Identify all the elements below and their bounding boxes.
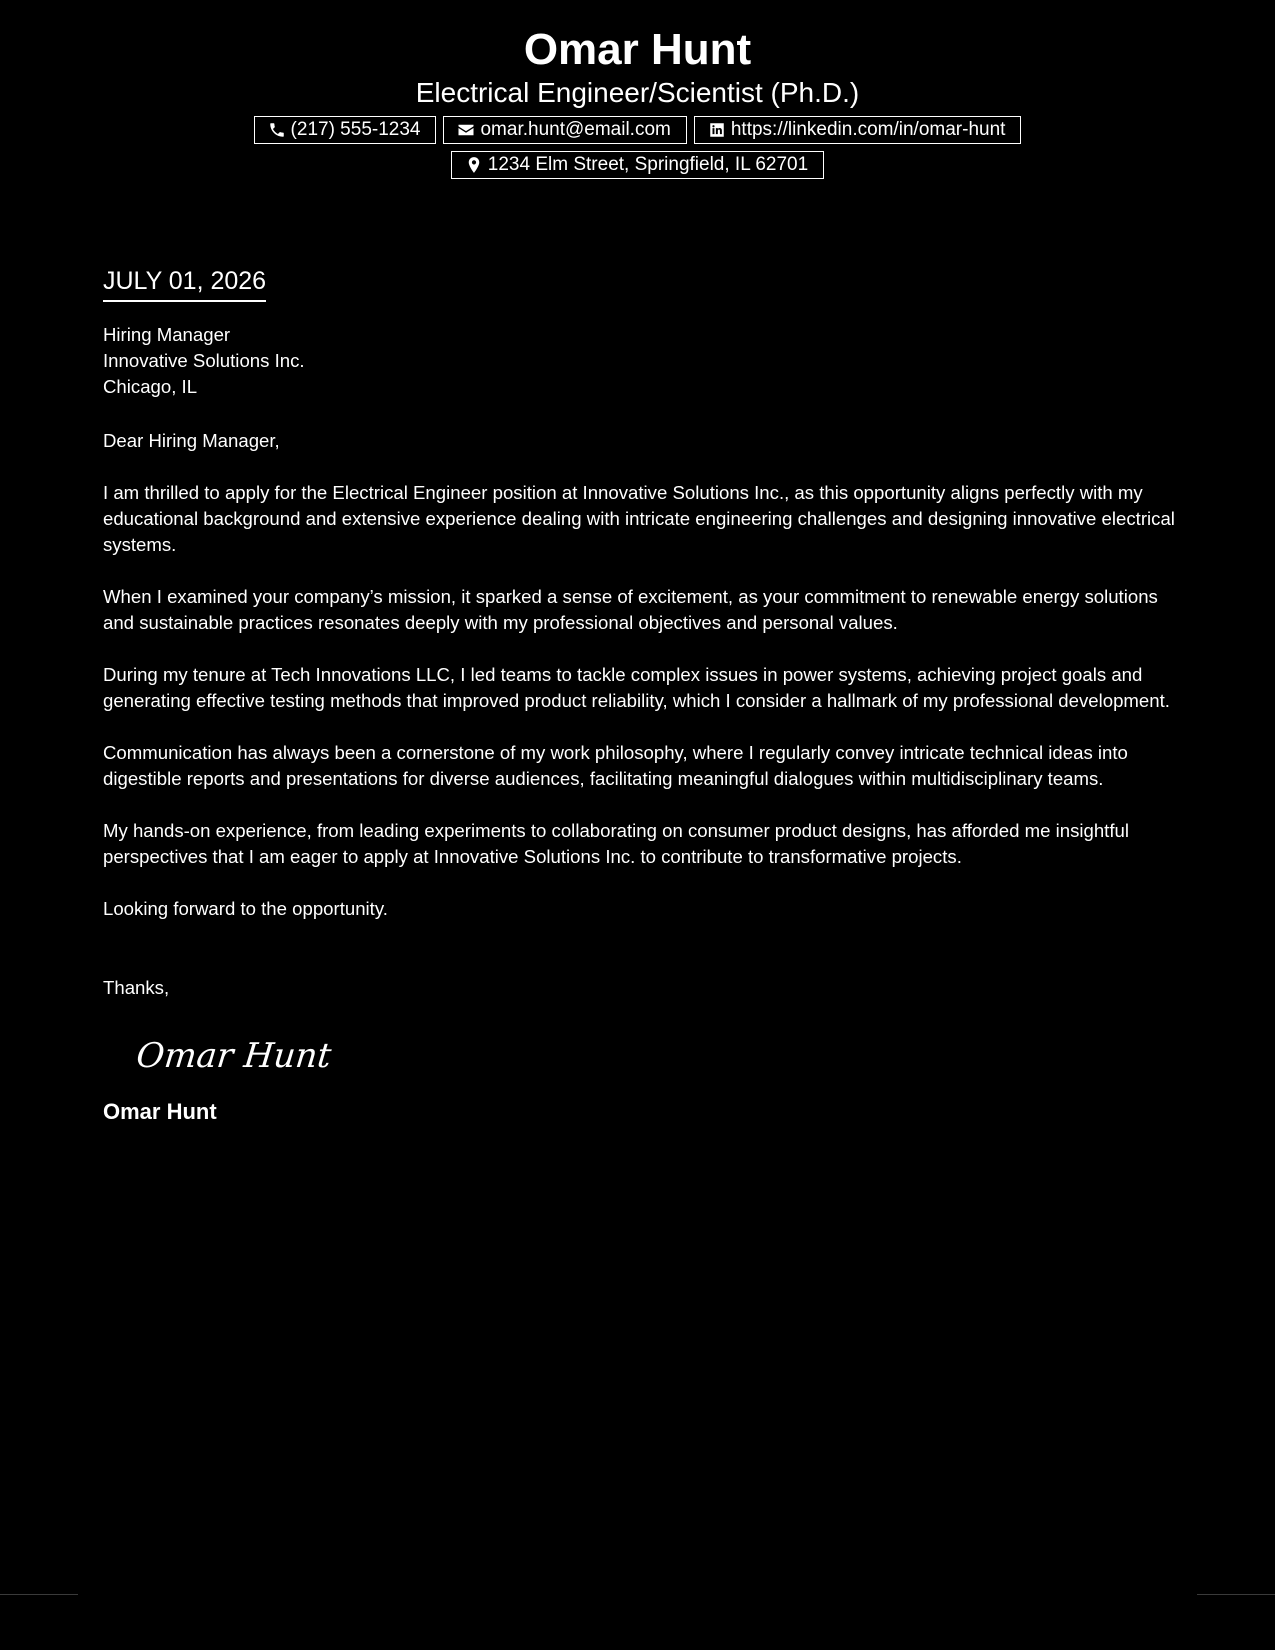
body-paragraph: My hands-on experience, from leading experiments to collaborating on consumer product designs, has afforded me insightful perspectives that I am eager to apply at Innovative Solutions Inc. to contribute to transformative projects.	[103, 820, 1129, 867]
letter-header	[0, 24, 1275, 186]
signature-text: Omar Hunt	[137, 1036, 334, 1076]
phone-text: (217) 555-1234	[290, 119, 421, 140]
address-text: 1234 Elm Street, Springfield, IL 62701	[487, 154, 809, 175]
recipient-line: Chicago, IL	[103, 376, 198, 397]
letter-body	[103, 264, 1175, 1125]
body-paragraph: During my tenure at Tech Innovations LLC, I led teams to tackle complex issues in power systems, achieving project goals and generating effective testing methods that improved product reliability, which I consider a hallmark of my professional development.	[103, 664, 1170, 711]
recipient-line: Hiring Manager	[103, 324, 231, 345]
signature-image	[137, 1033, 337, 1079]
applicant-name: Omar Hunt	[523, 25, 752, 74]
page-divider-right	[1197, 1594, 1275, 1595]
closing: Thanks,	[103, 977, 170, 998]
linkedin-icon	[708, 121, 726, 139]
contact-row	[0, 116, 1275, 144]
handwritten-signature	[137, 1033, 1175, 1079]
contact-row-address	[0, 151, 1275, 179]
phone-icon	[268, 121, 286, 139]
signer-name: Omar Hunt	[103, 1099, 217, 1124]
phone-chip[interactable]	[254, 116, 437, 144]
recipient-block	[103, 322, 1175, 400]
page-divider-left	[0, 1594, 78, 1595]
email-text: omar.hunt@email.com	[480, 119, 671, 140]
letter-date: JULY 01, 2026	[103, 264, 266, 302]
address-chip[interactable]	[451, 151, 824, 179]
body-paragraph: I am thrilled to apply for the Electrical Engineer position at Innovative Solutions Inc., as this opportunity aligns perfectly with my educational background and extensive experience dealing with intricate engineering challenges and designing innovative electrical systems.	[103, 482, 1175, 555]
map-pin-icon	[465, 156, 483, 174]
salutation: Dear Hiring Manager,	[103, 430, 280, 451]
linkedin-text: https://linkedin.com/in/omar-hunt	[730, 119, 1006, 140]
envelope-icon	[457, 121, 475, 139]
body-paragraph: When I examined your company’s mission, it sparked a sense of excitement, as your commitment to renewable energy solutions and sustainable practices resonates deeply with my professional objectives and personal values.	[103, 586, 1158, 633]
recipient-line: Innovative Solutions Inc.	[103, 350, 305, 371]
linkedin-chip[interactable]	[694, 116, 1022, 144]
email-chip[interactable]	[443, 116, 686, 144]
body-paragraph: Looking forward to the opportunity.	[103, 898, 388, 919]
applicant-title: Electrical Engineer/Scientist (Ph.D.)	[415, 77, 860, 108]
body-paragraph: Communication has always been a cornerstone of my work philosophy, where I regularly convey intricate technical ideas into digestible reports and presentations for diverse audiences, facilitating meaningful dialogues within multidisciplinary teams.	[103, 742, 1128, 789]
